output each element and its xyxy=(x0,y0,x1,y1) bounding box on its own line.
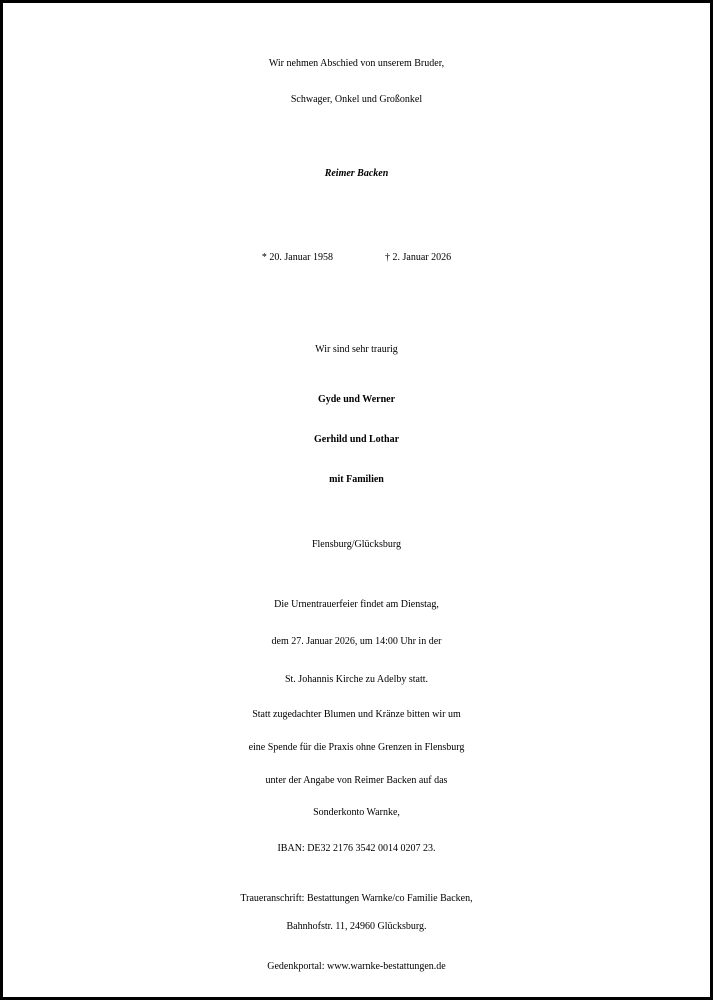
address-line-1: Traueranschrift: Bestattungen Warnke/co Familie Backen, xyxy=(240,893,473,904)
ceremony-line-3: St. Johannis Kirche zu Adelby statt. xyxy=(284,674,429,685)
mourner-line-1: Gyde und Werner xyxy=(317,394,396,405)
place: Flensburg/Glücksburg xyxy=(311,539,402,550)
iban-line: IBAN: DE32 2176 3542 0014 0207 23. xyxy=(277,843,436,854)
intro-line-1: Wir nehmen Abschied von unserem Bruder, xyxy=(268,58,445,69)
mourner-line-2: Gerhild und Lothar xyxy=(313,434,400,445)
memorial-portal: Gedenkportal: www.warnke-bestattungen.de xyxy=(267,961,446,972)
mourners-intro: Wir sind sehr traurig xyxy=(315,344,398,355)
ceremony-line-2: dem 27. Januar 2026, um 14:00 Uhr in der xyxy=(271,636,442,647)
ceremony-line-5: eine Spende für die Praxis ohne Grenzen in Flensburg xyxy=(248,742,465,753)
ceremony-line-6: unter der Angabe von Reimer Backen auf das xyxy=(265,775,448,786)
intro-line-2: Schwager, Onkel und Großonkel xyxy=(290,94,423,105)
death-date: † 2. Januar 2026 xyxy=(385,252,452,263)
deceased-name: Reimer Backen xyxy=(324,168,389,179)
ceremony-line-1: Die Urnentrauerfeier findet am Dienstag, xyxy=(274,599,439,610)
ceremony-line-4: Statt zugedachter Blumen und Kränze bitten wir um xyxy=(252,709,461,720)
address-line-2: Bahnhofstr. 11, 24960 Glücksburg. xyxy=(286,921,427,932)
birth-date: * 20. Januar 1958 xyxy=(261,252,333,263)
mourner-line-3: mit Familien xyxy=(329,474,384,485)
life-dates xyxy=(3,253,710,263)
ceremony-line-7: Sonderkonto Warnke, xyxy=(313,807,400,818)
